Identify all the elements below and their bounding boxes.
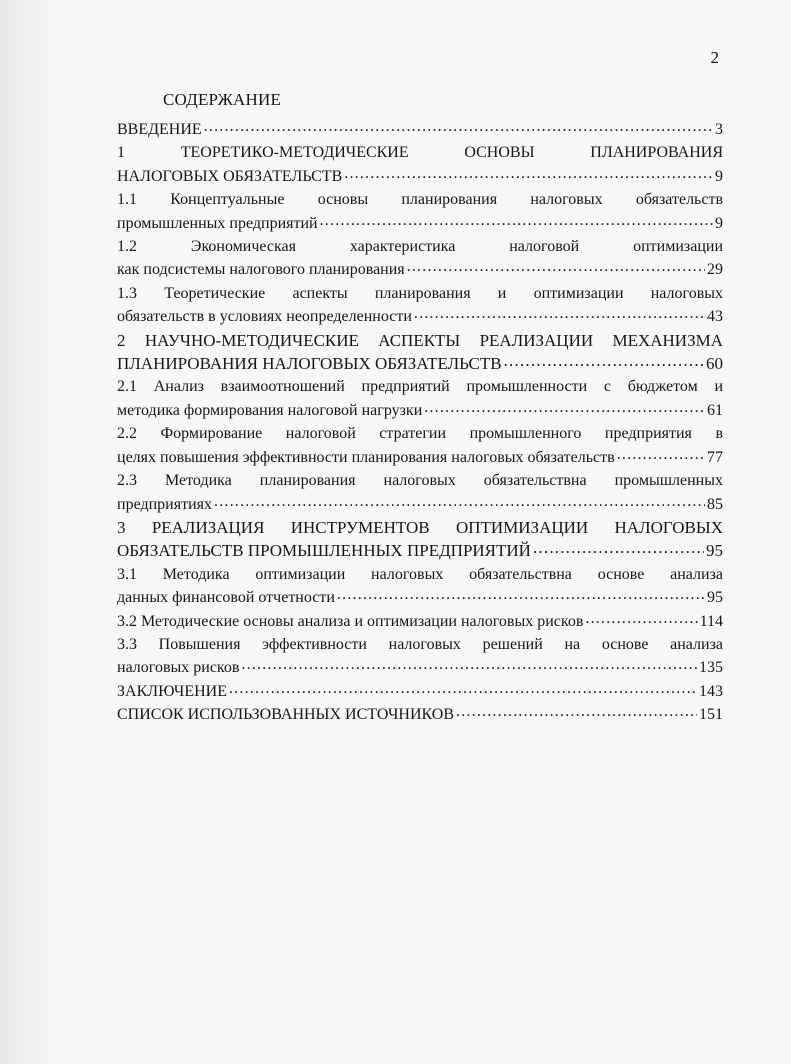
- toc-entry-text: ОБЯЗАТЕЛЬСТВ ПРОМЫШЛЕННЫХ ПРЕДПРИЯТИЙ: [117, 541, 531, 561]
- toc-entry-last-line: [117, 539, 723, 562]
- toc-entry-last-line: [117, 305, 723, 328]
- toc-entry-text: промышленных предприятий: [117, 214, 318, 232]
- toc-entry-text: НАЛОГОВЫХ ОБЯЗАТЕЛЬСТВ: [117, 167, 343, 185]
- toc-entry-text: СПИСОК ИСПОЛЬЗОВАННЫХ ИСТОЧНИКОВ: [117, 706, 455, 724]
- dot-leader: [320, 212, 713, 228]
- dot-leader: [456, 703, 697, 719]
- toc-entry: [117, 118, 723, 141]
- toc-entry-last-line: [117, 399, 723, 422]
- toc-entry-page-number: 9: [715, 214, 723, 232]
- toc-entry: [117, 469, 723, 516]
- toc-entry-line: 3 РЕАЛИЗАЦИЯ ИНСТРУМЕНТОВ ОПТИМИЗАЦИИ НАЛОГОВЫХ: [117, 517, 723, 537]
- toc-entry-last-line: [117, 258, 723, 281]
- dot-leader: [407, 258, 705, 274]
- toc-entry-page-number: 95: [706, 541, 723, 561]
- toc-entry-page-number: 143: [699, 682, 723, 700]
- toc-entry-line: 2.3 Методика планирования налоговых обязательствна промышленных: [117, 472, 723, 490]
- toc-entry-text: обязательств в условиях неопределенности: [117, 308, 412, 326]
- toc-entry-page-number: 151: [699, 706, 723, 724]
- toc-entry-line: 1.2 Экономическая характеристика налоговой оптимизации: [117, 238, 723, 256]
- toc-entry: [117, 141, 723, 188]
- toc-entry-line: 2 НАУЧНО-МЕТОДИЧЕСКИЕ АСПЕКТЫ РЕАЛИЗАЦИИ МЕХАНИЗМА: [117, 330, 723, 350]
- toc-entry-text: 3.2 Методические основы анализа и оптимизации налоговых рисков: [117, 612, 584, 630]
- toc-entry-page-number: 60: [706, 354, 723, 374]
- toc-entry-text: предприятиях: [117, 495, 212, 513]
- toc-entry-text: методика формирования налоговой нагрузки: [117, 401, 423, 419]
- toc-entry-last-line: [117, 703, 723, 726]
- dot-leader: [504, 352, 704, 369]
- toc-entry-text: целях повышения эффективности планирования налоговых обязательств: [117, 448, 615, 466]
- toc-entry-text: ЗАКЛЮЧЕНИЕ: [117, 682, 227, 700]
- toc-entry-last-line: [117, 586, 723, 609]
- toc-entry: [117, 680, 723, 703]
- toc-entry-last-line: [117, 446, 723, 469]
- toc-entry-last-line: [117, 656, 723, 679]
- toc-entry: [117, 282, 723, 329]
- toc-entry: [117, 610, 723, 633]
- toc-entry-page-number: 95: [707, 589, 723, 607]
- toc-entry: [117, 188, 723, 235]
- toc-entry: [117, 633, 723, 680]
- dot-leader: [585, 610, 697, 626]
- toc-entry-line: 3.1 Методика оптимизации налоговых обязательствна основе анализа: [117, 565, 723, 583]
- toc-entry-page-number: 114: [699, 612, 723, 630]
- dot-leader: [414, 305, 705, 321]
- toc-entry: [117, 703, 723, 726]
- toc-entry-line: 3.3 Повышения эффективности налоговых решений на основе анализа: [117, 635, 723, 653]
- toc-entry-line: 1.1 Концептуальные основы планирования налоговых обязательств: [117, 191, 723, 209]
- toc-entry-line: 1.3 Теоретические аспекты планирования и оптимизации налоговых: [117, 284, 723, 302]
- toc-entry-text: данных финансовой отчетности: [117, 589, 335, 607]
- dot-leader: [617, 446, 705, 462]
- dot-leader: [533, 539, 704, 556]
- toc-entry: [117, 375, 723, 422]
- toc-entry: [117, 235, 723, 282]
- toc-entry-text: налоговых рисков: [117, 659, 240, 677]
- toc-entry: [117, 563, 723, 610]
- toc-entry: [117, 422, 723, 469]
- toc-entry: [117, 329, 723, 376]
- toc-entry-line: 2.2 Формирование налоговой стратегии промышленного предприятия в: [117, 425, 723, 443]
- toc-entry-page-number: 77: [707, 448, 723, 466]
- toc-entry-page-number: 29: [707, 261, 723, 279]
- dot-leader: [214, 493, 705, 509]
- toc-entry-page-number: 135: [699, 659, 723, 677]
- dot-leader: [204, 118, 713, 134]
- dot-leader: [241, 656, 697, 672]
- toc-entry-last-line: [117, 212, 723, 235]
- toc-entry-text: ПЛАНИРОВАНИЯ НАЛОГОВЫХ ОБЯЗАТЕЛЬСТВ: [117, 354, 502, 374]
- toc-entry-last-line: [117, 118, 723, 141]
- toc-entry-last-line: [117, 165, 723, 188]
- toc-entry-page-number: 85: [707, 495, 723, 513]
- toc-entry-line: 1 ТЕОРЕТИКО-МЕТОДИЧЕСКИЕ ОСНОВЫ ПЛАНИРОВАНИЯ: [117, 144, 723, 162]
- dot-leader: [344, 165, 713, 181]
- toc-entry-last-line: [117, 493, 723, 516]
- toc-entry-page-number: 43: [707, 308, 723, 326]
- page-title: СОДЕРЖАНИЕ: [163, 90, 282, 109]
- page-number: 2: [710, 48, 719, 67]
- table-of-contents: [117, 118, 723, 727]
- toc-entry-line: 2.1 Анализ взаимоотношений предприятий промышленности с бюджетом и: [117, 378, 723, 396]
- dot-leader: [424, 399, 705, 415]
- toc-entry-page-number: 61: [707, 401, 723, 419]
- toc-entry-page-number: 9: [715, 167, 723, 185]
- dot-leader: [229, 680, 697, 696]
- dot-leader: [337, 586, 705, 602]
- toc-entry: [117, 516, 723, 563]
- toc-entry-last-line: [117, 610, 723, 633]
- scan-shadow: [0, 0, 60, 1064]
- toc-entry-last-line: [117, 680, 723, 703]
- toc-entry-text: ВВЕДЕНИЕ: [117, 121, 202, 138]
- toc-entry-text: как подсистемы налогового планирования: [117, 261, 405, 279]
- toc-entry-page-number: 3: [715, 121, 723, 138]
- toc-entry-last-line: [117, 352, 723, 375]
